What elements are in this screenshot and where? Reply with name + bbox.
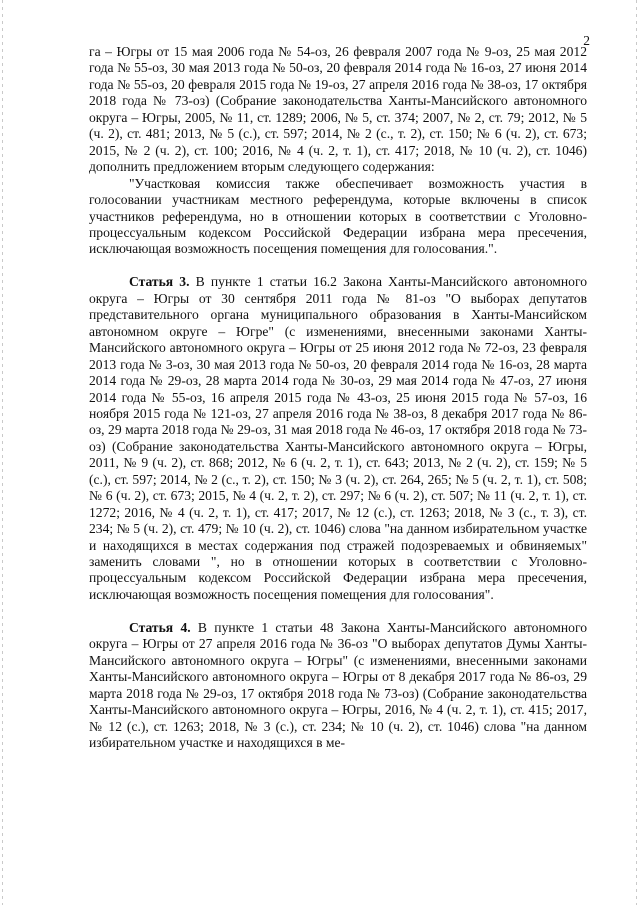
- article-3-heading: Статья 3.: [129, 274, 190, 290]
- scan-edge-right: [636, 0, 637, 905]
- article-4-text: В пункте 1 статьи 48 Закона Ханты-Мансийского автономного округа – Югры от 27 апреля 2016 года № 36-оз "О выборах депутатов Думы Ханты-Мансийского автономного округа – Югры" (с изменениями, внесенными законами Ханты-Мансийского автономного округа – Югры от 8 декабря 2017 года № 86-оз, 29 марта 2018 года № 29-оз, 17 октября 2018 года № 73-оз) (Собрание законодательства Ханты-Мансийского автономного округа – Югры, 2016, № 4 (ч. 2, т. 1), ст. 415; 2017, № 12 (с.), ст. 1263; 2018, № 3 (с.), ст. 234; № 10 (ч. 2), ст. 1046) слова "на данном избирательном участке и находящихся в ме-: [89, 619, 587, 750]
- article-4-heading: Статья 4.: [129, 619, 191, 635]
- page-number: 2: [583, 33, 590, 48]
- paragraph-continuation: га – Югры от 15 мая 2006 года № 54-оз, 26 февраля 2007 года № 9-оз, 25 мая 2012 года № 55-оз, 30 мая 2013 года № 50-оз, 20 февраля 2014 года № 16-оз, 27 июня 2014 года № 55-оз, 20 февраля 2015 года № 19-оз, 27 апреля 2016 года № 38-оз, 17 октября 2018 года № 73-оз) (Собрание законодательства Ханты-Мансийского автономного округа – Югры, 2005, № 11, ст. 1289; 2006, № 5, ст. 374; 2007, № 2, ст. 79; 2012, № 5 (ч. 2), ст. 481; 2013, № 5 (с.), ст. 597; 2014, № 2 (с., т. 2), ст. 150; № 6 (ч. 2), ст. 673; 2015, № 2 (ч. 2), ст. 100; 2016, № 4 (ч. 2, т. 1), ст. 417; 2018, № 10 (ч. 2), ст. 1046) дополнить предложением вторым следующего содержания:: [89, 44, 587, 175]
- quoted-paragraph: "Участковая комиссия также обеспечивает возможность участия в голосовании участникам местного референдума, которые включены в список участников референдума, но в отношении которых в соответствии с Уголовно-процессуальным кодексом Российской Федерации избрана мера пресечения, исключающая возможность посещения помещения для голосования.".: [89, 175, 587, 257]
- scan-edge-left: [2, 0, 3, 905]
- article-3: [89, 274, 587, 603]
- article-4: [89, 620, 587, 752]
- document-body: [89, 44, 587, 751]
- article-3-text: В пункте 1 статьи 16.2 Закона Ханты-Мансийского автономного округа – Югры от 30 сентября 2011 года № 81-оз "О выборах депутатов представительного органа муниципального образования в Ханты-Мансийском автономном округе – Югре" (с изменениями, внесенными законами Ханты-Мансийского автономного округа – Югры от 25 июня 2012 года № 72-оз, 23 февраля 2013 года № 3-оз, 30 мая 2013 года № 50-оз, 20 февраля 2014 года № 16-оз, 28 марта 2014 года № 29-оз, 28 марта 2014 года № 30-оз, 29 мая 2014 года № 47-оз, 27 июня 2014 года № 55-оз, 16 апреля 2015 года № 43-оз, 25 июня 2015 года № 57-оз, 16 ноября 2015 года № 121-оз, 27 апреля 2016 года № 38-оз, 8 декабря 2017 года № 86-оз, 29 марта 2018 года № 29-оз, 31 мая 2018 года № 46-оз, 17 октября 2018 года № 73-оз) (Собрание законодательства Ханты-Мансийского автономного округа – Югры, 2011, № 9 (ч. 2), ст. 868; 2012, № 6 (ч. 2, т. 1), ст. 643; 2013, № 2 (ч. 2), ст. 159; № 5 (с.), ст. 597; 2014, № 2 (с., т. 2), ст. 150; № 3 (ч. 2), ст. 264, 265; № 5 (ч. 2, т. 1), ст. 508; № 6 (ч. 2), ст. 673; 2015, № 4 (ч. 2, т. 2), ст. 297; № 6 (ч. 2), ст. 507; № 11 (ч. 2, т. 1), ст. 1272; 2016, № 4 (ч. 2, т. 1), ст. 417; 2017, № 12 (с.), ст. 1263; 2018, № 3 (с., т. 3), ст. 234; № 5 (ч. 2), ст. 479; № 10 (ч. 2), ст. 1046) слова "на данном избирательном участке и находящихся в местах содержания под стражей подозреваемых и обвиняемых" заменить словами ", но в отношении которых в соответствии с Уголовно-процессуальным кодексом Российской Федерации избрана мера пресечения, исключающая возможность посещения помещения для голосования".: [89, 274, 587, 602]
